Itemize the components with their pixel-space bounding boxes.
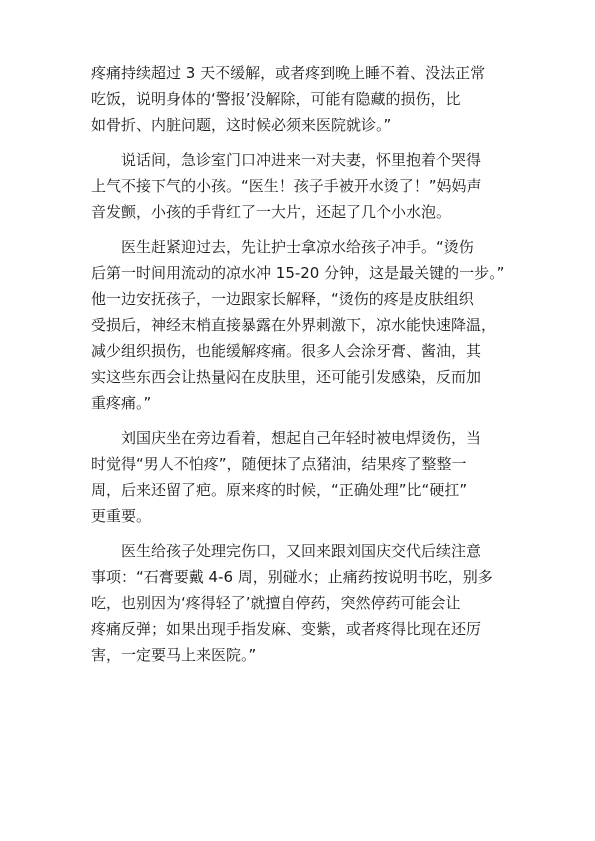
text-line: 说话间，急诊室门口冲进来一对夫妻，怀里抱着个哭得 xyxy=(121,151,482,169)
text-line: 疼痛反弹；如果出现手指发麻、变紫，或者疼得比现在还厉 xyxy=(91,620,482,638)
text-line: 受损后，神经末梢直接暴露在外界刺激下，凉水能快速降温， xyxy=(91,316,497,334)
text-line: 上气不接下气的小孩。“医生！孩子手被开水烫了！”妈妈声 xyxy=(91,177,482,195)
text-line: 实这些东西会让热量闷在皮肤里，还可能引发感染，反而加 xyxy=(91,368,482,386)
paragraph-1 xyxy=(91,60,511,138)
text-line: 事项：“石膏要戴 4-6 周，别碰水；止痛药按说明书吃，别多 xyxy=(91,568,493,586)
text-line: 更重要。 xyxy=(91,507,152,525)
text-line: 刘国庆坐在旁边看着，想起自己年轻时被电焊烫伤，当 xyxy=(121,429,482,447)
paragraph-4 xyxy=(91,425,511,529)
text-line: 周，后来还留了疤。原来疼的时候，“正确处理”比“硬扛” xyxy=(91,481,468,499)
paragraph-3 xyxy=(91,234,511,416)
text-line: 吃，也别因为‘疼得轻了’就擅自停药，突然停药可能会让 xyxy=(91,594,461,612)
text-line: 时觉得“男人不怕疼”，随便抹了点猪油，结果疼了整整一 xyxy=(91,455,467,473)
text-line: 如骨折、内脏问题，这时候必须来医院就诊。” xyxy=(91,116,392,134)
paragraph-2 xyxy=(91,147,511,225)
text-line: 医生赶紧迎过去，先让护士拿凉水给孩子冲手。“烫伤 xyxy=(121,238,474,256)
paragraph-5 xyxy=(91,538,511,668)
text-line: 后第一时间用流动的凉水冲 15-20 分钟，这是最关键的一步。” xyxy=(91,264,505,282)
text-line: 害，一定要马上来医院。” xyxy=(91,646,257,664)
text-line: 他一边安抚孩子，一边跟家长解释，“烫伤的疼是皮肤组织 xyxy=(91,290,474,308)
text-line: 吃饭，说明身体的‘警报’没解除，可能有隐藏的损伤，比 xyxy=(91,90,461,108)
text-line: 医生给孩子处理完伤口，又回来跟刘国庆交代后续注意 xyxy=(121,542,482,560)
text-line: 减少组织损伤，也能缓解疼痛。很多人会涂牙膏、酱油，其 xyxy=(91,342,482,360)
text-line: 重疼痛。” xyxy=(91,394,152,412)
text-line: 音发颤，小孩的手背红了一大片，还起了几个小水泡。 xyxy=(91,203,452,221)
text-line: 疼痛持续超过 3 天不缓解，或者疼到晚上睡不着、没法正常 xyxy=(91,64,486,82)
body-text xyxy=(91,60,511,677)
